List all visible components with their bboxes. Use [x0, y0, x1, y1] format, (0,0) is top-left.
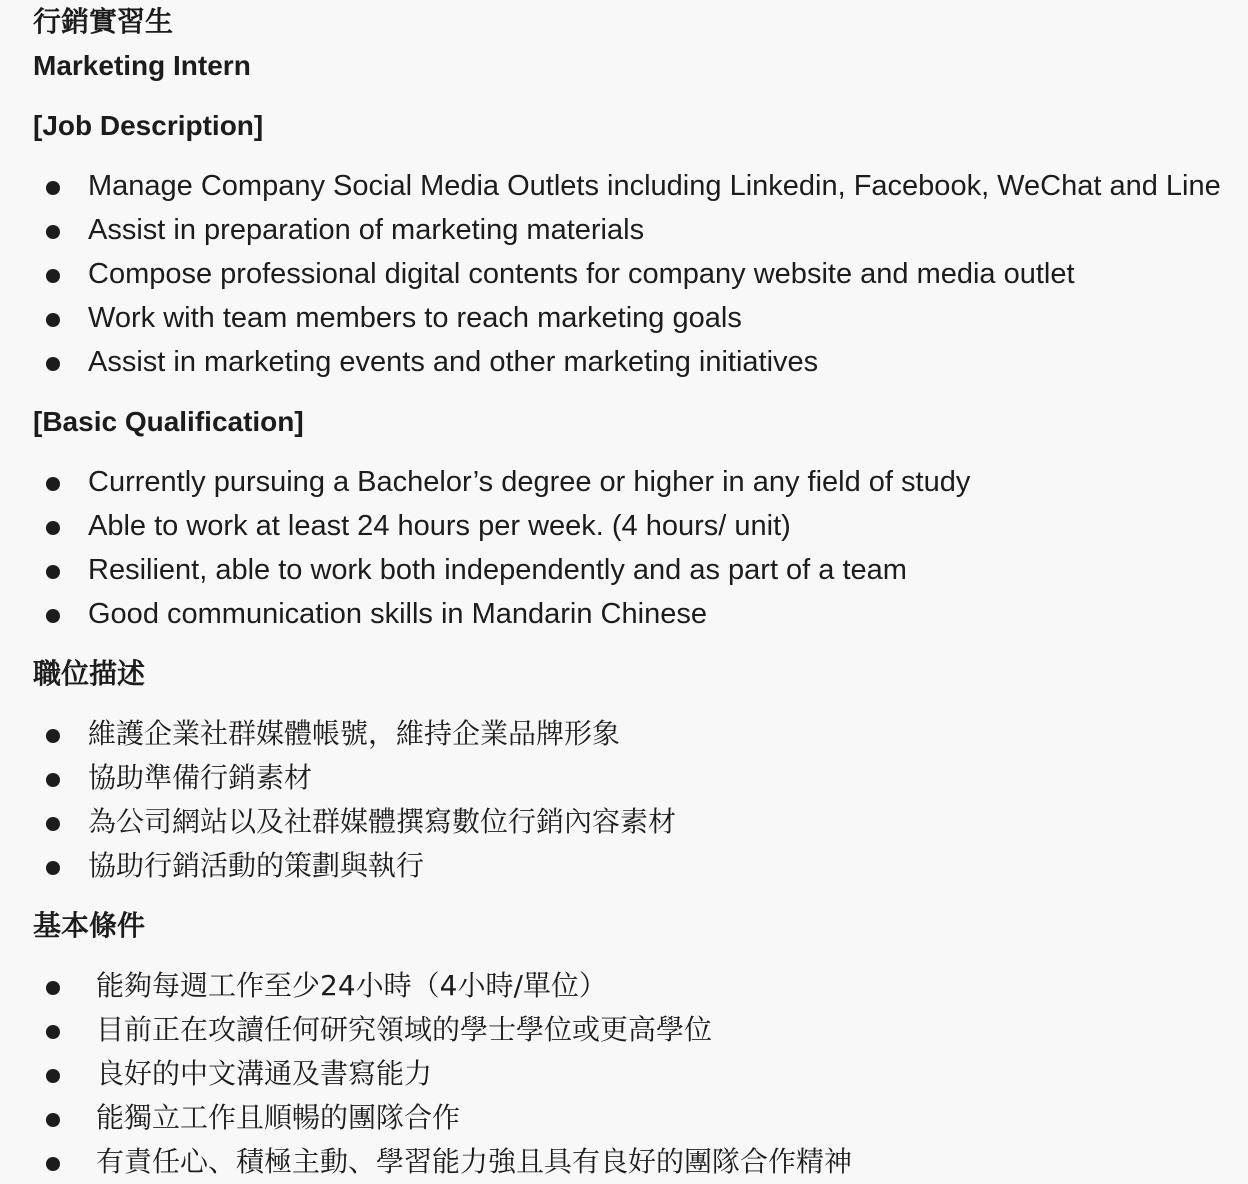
bullet-icon	[46, 817, 60, 831]
basic-qualification-zh-heading: 基本條件	[33, 909, 146, 942]
bullet-icon	[46, 981, 60, 995]
bullet-icon	[46, 1025, 60, 1039]
job-description-zh-heading: 職位描述	[33, 657, 146, 690]
title-chinese: 行銷實習生	[33, 5, 174, 38]
title-english: Marketing Intern	[33, 50, 251, 81]
bullet-icon	[46, 521, 60, 535]
bullet-icon	[46, 313, 60, 327]
bullet-icon	[46, 225, 60, 239]
bullet-icon	[46, 1113, 60, 1127]
bullet-icon	[46, 269, 60, 283]
bullet-icon	[46, 729, 60, 743]
job-description-heading: [Job Description]	[33, 110, 264, 141]
job-posting-document: 行銷實習生 Marketing Intern [Job Description] Manage Company Social Media Outlets including Linkedin, Facebook, WeChat and Line Assist in preparation of marketing materials Compose professional digital contents for company website and media outlet Work with team members to reach marketing goals Assist in marketing events and other marketing initiatives [Basic Qualification] Currently pursuing a Bachelor’s degree or higher in any field of study Able to work at least 24 hours per week. (4 hours/ unit) Resilient, able to work both independently and as part of a team Good communication skills in Mandarin Chinese 職位描述 維護企業社群媒體帳號，維持企業品牌形象 協助準備行銷素材 為公司網站以及社群媒體撰寫數位行銷內容素材 協助行銷活動的策劃與執行 基本條件 能夠每週工作至少24小時（4小時/單位） 目前正在攻讀任何研究領域的學士學位或更高學位 良好的中文溝通及書寫能力 能獨立工作且順暢的團隊合作 有責任心、積極主動、學習能力強且具有良好的團隊合作精神	[33, 5, 1221, 1178]
bullet-icon	[46, 773, 60, 787]
bullet-icon	[46, 477, 60, 491]
bullet-icon	[46, 609, 60, 623]
bullet-icon	[46, 861, 60, 875]
bullet-icon	[46, 565, 60, 579]
bullet-icon	[46, 357, 60, 371]
bullet-icon	[46, 1069, 60, 1083]
bullet-icon	[46, 181, 60, 195]
bullet-icon	[46, 1157, 60, 1171]
basic-qualification-heading: [Basic Qualification]	[33, 406, 304, 437]
